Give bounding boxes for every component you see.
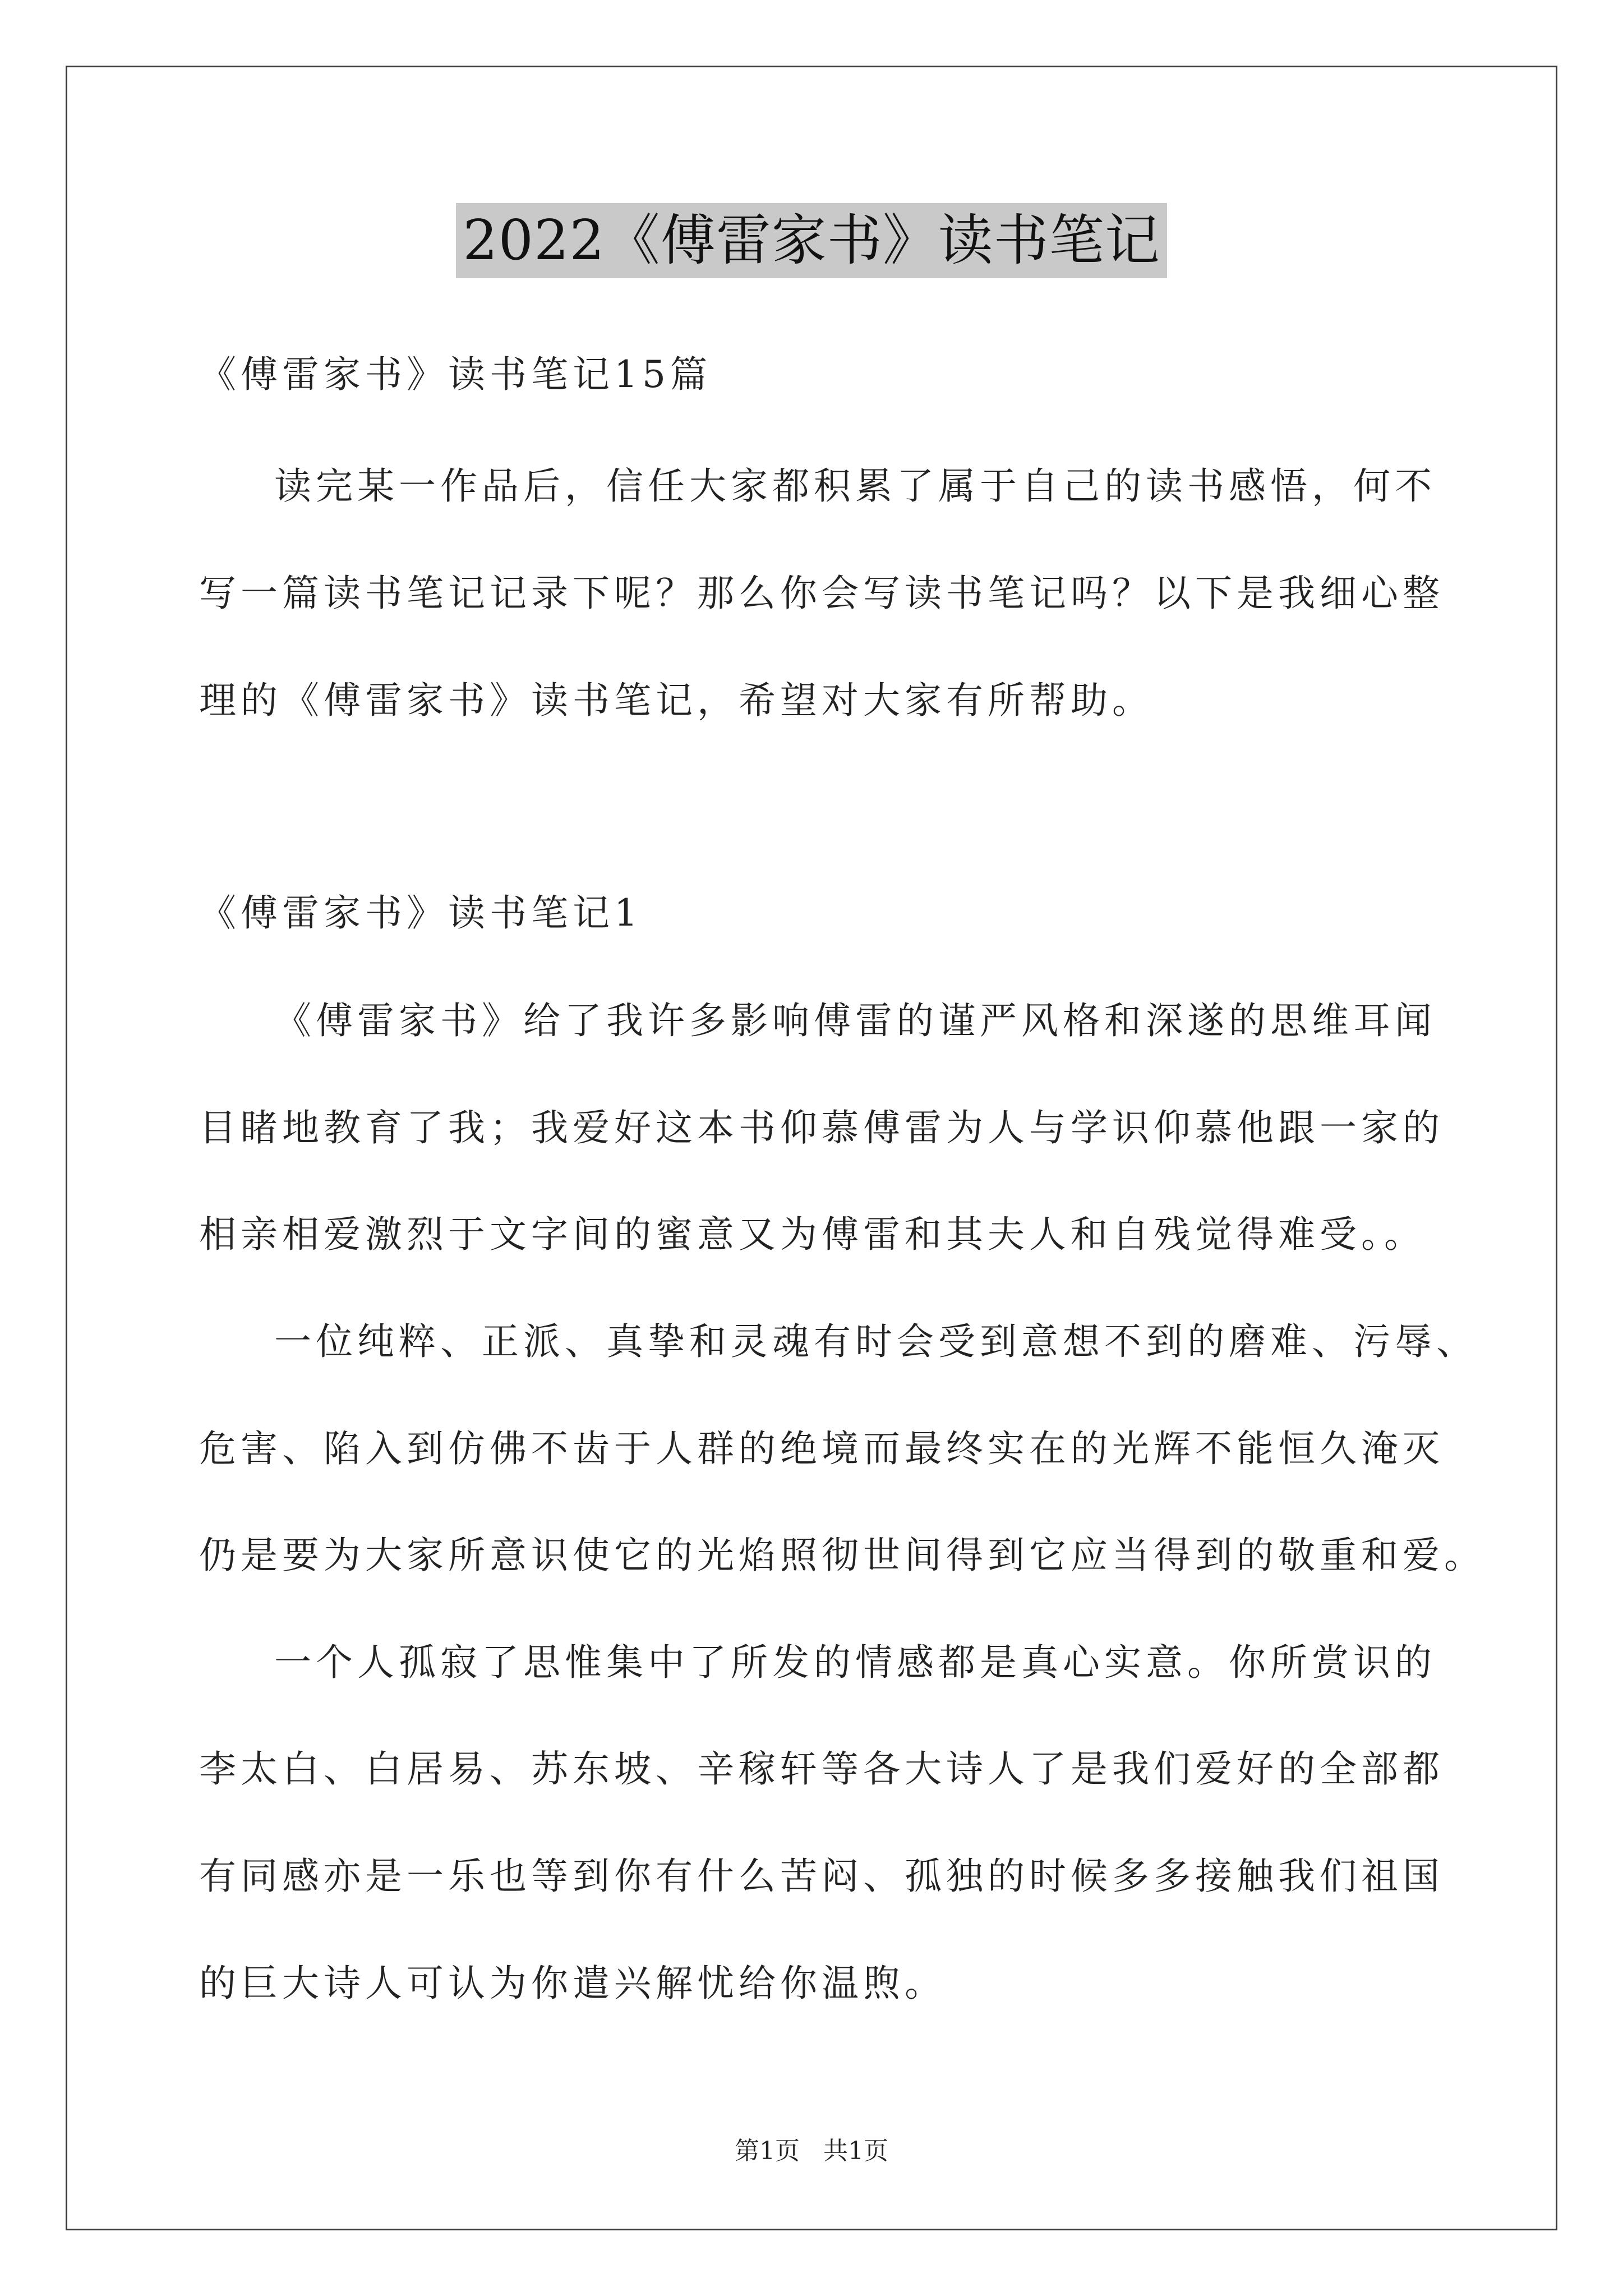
paragraph-1-line-3: 相亲相爱激烈于文字间的蜜意又为傅雷和其夫人和自残觉得难受。。: [199, 1213, 1426, 1256]
paragraph-3-line-4: 的巨大诗人可认为你遣兴解忧给你温煦。: [199, 1962, 946, 2005]
paragraph-2-line-2: 危害、陷入到仿佛不齿于人群的绝境而最终实在的光辉不能恒久淹灭: [199, 1427, 1444, 1470]
document-title: 2022《傅雷家书》读书笔记: [456, 203, 1166, 278]
page-footer: 第1页 共1页: [735, 2137, 888, 2165]
intro-line-3: 理的《傅雷家书》读书笔记，希望对大家有所帮助。: [199, 679, 1154, 722]
paragraph-3-line-1: 一个人孤寂了思惟集中了所发的情感都是真心实意。你所赏识的: [274, 1641, 1436, 1684]
paragraph-3-line-2: 李太白、白居易、苏东坡、辛稼轩等各大诗人了是我们爱好的全部都: [199, 1747, 1444, 1791]
title-container: [0, 203, 1623, 278]
paragraph-2-line-3: 仍是要为大家所意识使它的光焰照彻世间得到它应当得到的敬重和爱。: [199, 1534, 1486, 1577]
intro-line-1: 读完某一作品后，信任大家都积累了属于自己的读书感悟，何不: [274, 464, 1436, 508]
paragraph-2-line-1: 一位纯粹、正派、真挚和灵魂有时会受到意想不到的磨难、污辱、: [274, 1320, 1478, 1363]
paragraph-3-line-3: 有同感亦是一乐也等到你有什么苦闷、孤独的时候多多接触我们祖国: [199, 1855, 1444, 1898]
paragraph-1-line-1: 《傅雷家书》给了我许多影响傅雷的谨严风格和深遂的思维耳闻: [274, 999, 1436, 1042]
document-subtitle: 《傅雷家书》读书笔记15篇: [199, 353, 712, 396]
section-heading: 《傅雷家书》读书笔记1: [199, 891, 642, 935]
intro-line-2: 写一篇读书笔记记录下呢？那么你会写读书笔记吗？以下是我细心整: [199, 572, 1444, 615]
paragraph-1-line-2: 目睹地教育了我；我爱好这本书仰慕傅雷为人与学识仰慕他跟一家的: [199, 1106, 1444, 1149]
